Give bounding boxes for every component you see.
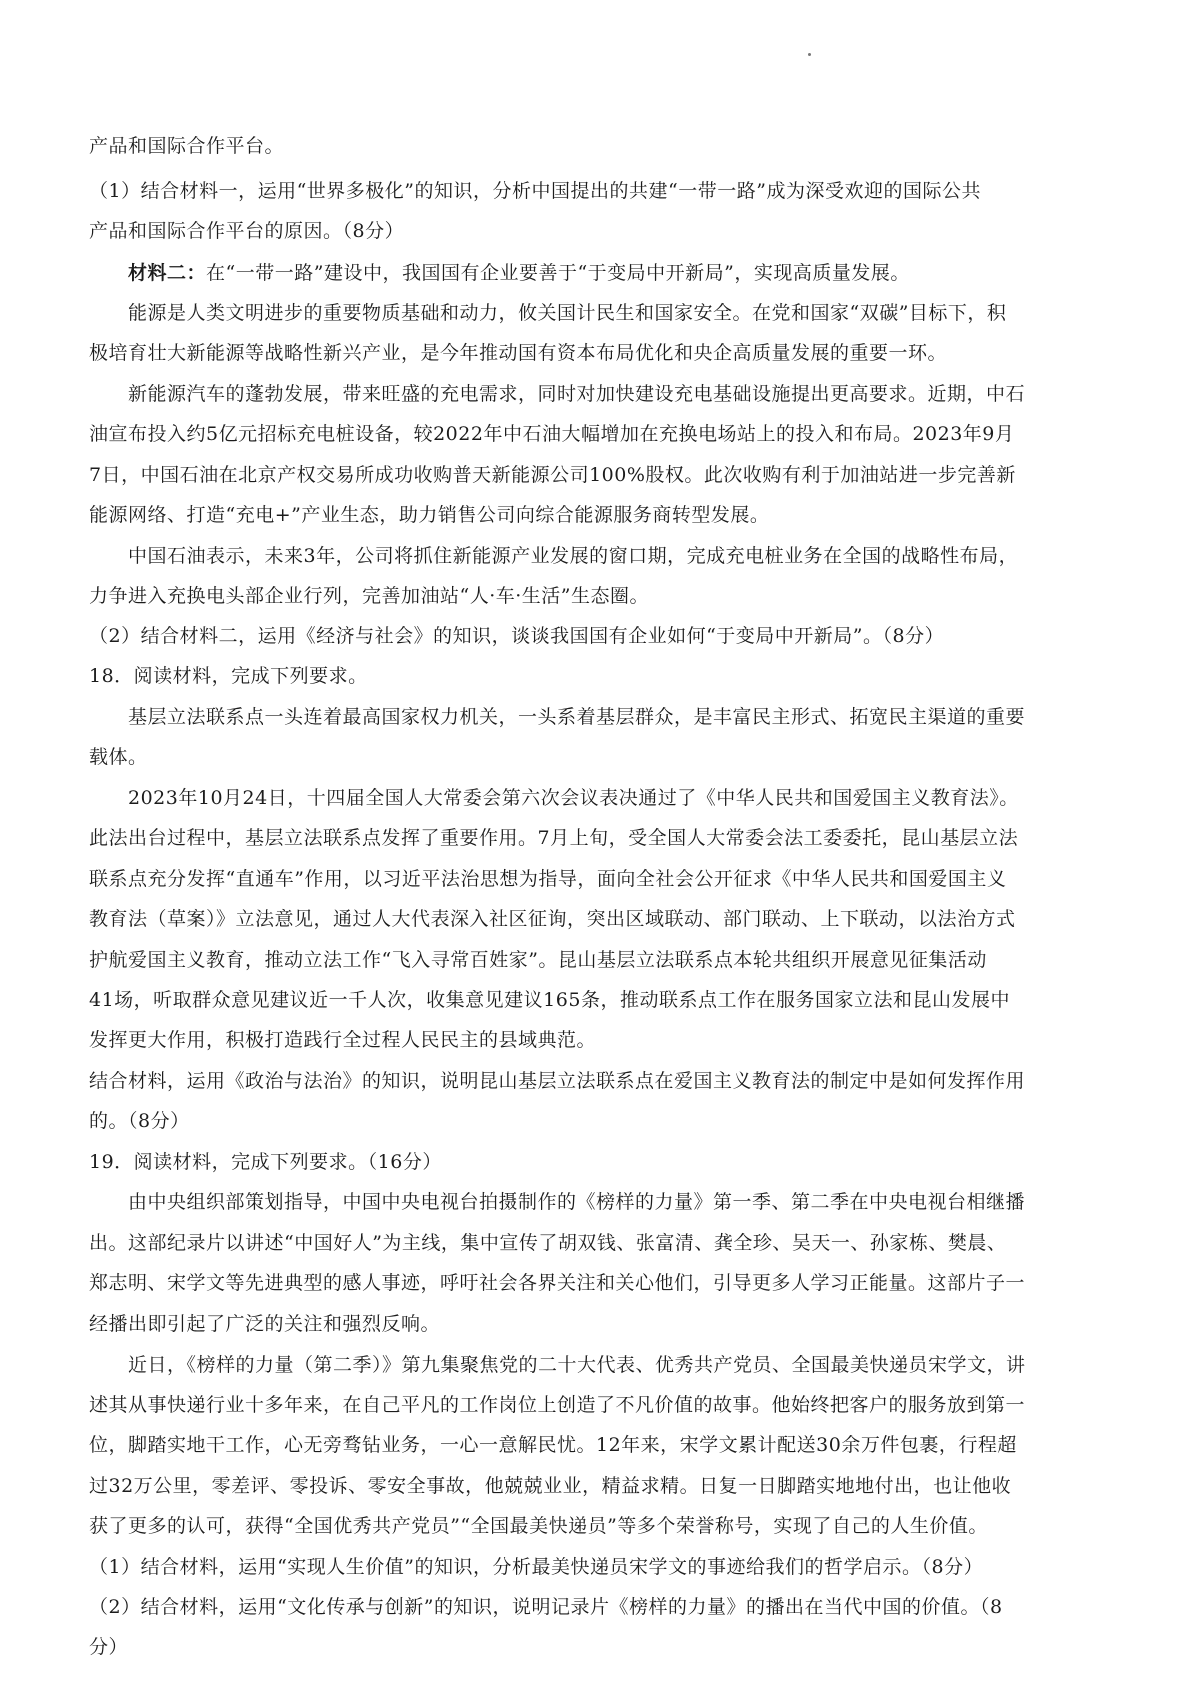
text-line: 郑志明、宋学文等先进典型的感人事迹，呼吁社会各界关注和关心他们，引导更多人学习正能量。这部片子一 xyxy=(89,1272,1026,1294)
text-line: 出。这部纪录片以讲述“中国好人”为主线，集中宣传了胡双钱、张富清、龚全珍、吴天一、孙家栋、樊晨、 xyxy=(89,1232,1007,1254)
text-line: 此法出台过程中，基层立法联系点发挥了重要作用。7月上旬，受全国人大常委会法工委委托，昆山基层立法 xyxy=(89,827,1019,849)
question-17-1: （1）结合材料一，运用“世界多极化”的知识，分析中国提出的共建“一带一路”成为深受欢迎的国际公共 xyxy=(89,180,981,202)
text-line: 油宣布投入约5亿元招标充电桩设备，较2022年中石油大幅增加在充换电场站上的投入和布局。2023年9月 xyxy=(89,423,1015,445)
text-line: 述其从事快递行业十多年来，在自己平凡的工作岗位上创造了不凡价值的故事。他始终把客户的服务放到第一 xyxy=(89,1394,1026,1416)
text-line: 能源网络、打造“充电+”产业生态，助力销售公司向综合能源服务商转型发展。 xyxy=(89,504,770,526)
question-18-prompt: 结合材料，运用《政治与法治》的知识，说明昆山基层立法联系点在爱国主义教育法的制定中是如何发挥作用 xyxy=(89,1070,1026,1092)
text-line: 教育法（草案）》立法意见，通过人大代表深入社区征询，突出区域联动、部门联动、上下联动，以法治方式 xyxy=(89,908,1016,930)
text-line: 极培育壮大新能源等战略性新兴产业，是今年推动国有资本布局优化和央企高质量发展的重要一环。 xyxy=(89,342,948,364)
text-line: 护航爱国主义教育，推动立法工作“飞入寻常百姓家”。昆山基层立法联系点本轮共组织开展意见征集活动 xyxy=(89,949,987,971)
material-2-text: 在“一带一路”建设中，我国国有企业要善于“于变局中开新局”，实现高质量发展。 xyxy=(206,262,910,284)
text-line: 联系点充分发挥“直通车”作用，以习近平法治思想为指导，面向全社会公开征求《中华人民共和国爱国主义 xyxy=(89,868,1007,890)
material-2-label: 材料二： xyxy=(128,262,207,284)
text-line: 能源是人类文明进步的重要物质基础和动力，攸关国计民生和国家安全。在党和国家“双碳”目标下，积 xyxy=(128,302,1007,324)
text-line: 过32万公里，零差评、零投诉、零安全事故，他兢兢业业，精益求精。日复一日脚踏实地地付出，也让他收 xyxy=(89,1475,1012,1497)
text-line: 7日，中国石油在北京产权交易所成功收购普天新能源公司100%股权。此次收购有利于加油站进一步完善新 xyxy=(89,464,1016,486)
text-line: 近日，《榜样的力量（第二季）》第九集聚焦党的二十大代表、优秀共产党员、全国最美快递员宋学文，讲 xyxy=(128,1354,1026,1376)
text-line: 力争进入充换电头部企业行列，完善加油站“人·车·生活”生态圈。 xyxy=(89,585,650,607)
text-line: 发挥更大作用，积极打造践行全过程人民民主的县域典范。 xyxy=(89,1029,597,1051)
text-line: 41场，听取群众意见建议近一千人次，收集意见建议165条，推动联系点工作在服务国家立法和昆山发展中 xyxy=(89,989,1010,1011)
text-line: 由中央组织部策划指导，中国中央电视台拍摄制作的《榜样的力量》第一季、第二季在中央电视台相继播 xyxy=(128,1191,1026,1213)
question-19-2: （2）结合材料，运用“文化传承与创新”的知识，说明记录片《榜样的力量》的播出在当代中国的价值。（8 xyxy=(89,1596,1003,1618)
text-line: 分） xyxy=(89,1636,129,1658)
text-line: 获了更多的认可，获得“全国优秀共产党员”“全国最美快递员”等多个荣誉称号，实现了自己的人生价值。 xyxy=(89,1515,988,1537)
text-line: 经播出即引起了广泛的关注和强烈反响。 xyxy=(89,1313,441,1335)
text-line: 基层立法联系点一头连着最高国家权力机关，一头系着基层群众，是丰富民主形式、拓宽民主渠道的重要 xyxy=(128,706,1026,728)
text-line: 的。（8分） xyxy=(89,1110,190,1132)
text-line: 产品和国际合作平台。 xyxy=(89,135,285,157)
question-19-1: （1）结合材料，运用“实现人生价值”的知识，分析最美快递员宋学文的事迹给我们的哲学启示。（8分） xyxy=(89,1556,984,1578)
text-line: 中国石油表示，未来3年，公司将抓住新能源产业发展的窗口期，完成充电桩业务在全国的战略性布局， xyxy=(128,545,1019,567)
text-line: 位，脚踏实地干工作，心无旁骛钻业务，一心一意解民忧。12年来，宋学文累计配送30余万件包裹，行程超 xyxy=(89,1434,1017,1456)
question-17-2: （2）结合材料二，运用《经济与社会》的知识，谈谈我国国有企业如何“于变局中开新局”。（8分） xyxy=(89,625,945,647)
question-18-heading: 18．阅读材料，完成下列要求。 xyxy=(89,665,368,687)
text-line: 2023年10月24日，十四届全国人大常委会第六次会议表决通过了《中华人民共和国爱国主义教育法》。 xyxy=(128,787,1019,809)
text-line: 产品和国际合作平台的原因。（8分） xyxy=(89,220,405,242)
text-line: 载体。 xyxy=(89,746,148,768)
scan-speck-top xyxy=(808,53,811,56)
text-line: 新能源汽车的蓬勃发展，带来旺盛的充电需求，同时对加快建设充电基础设施提出更高要求。近期，中石 xyxy=(128,383,1026,405)
question-19-heading: 19．阅读材料，完成下列要求。（16分） xyxy=(89,1151,442,1173)
material-2-line xyxy=(128,258,910,285)
